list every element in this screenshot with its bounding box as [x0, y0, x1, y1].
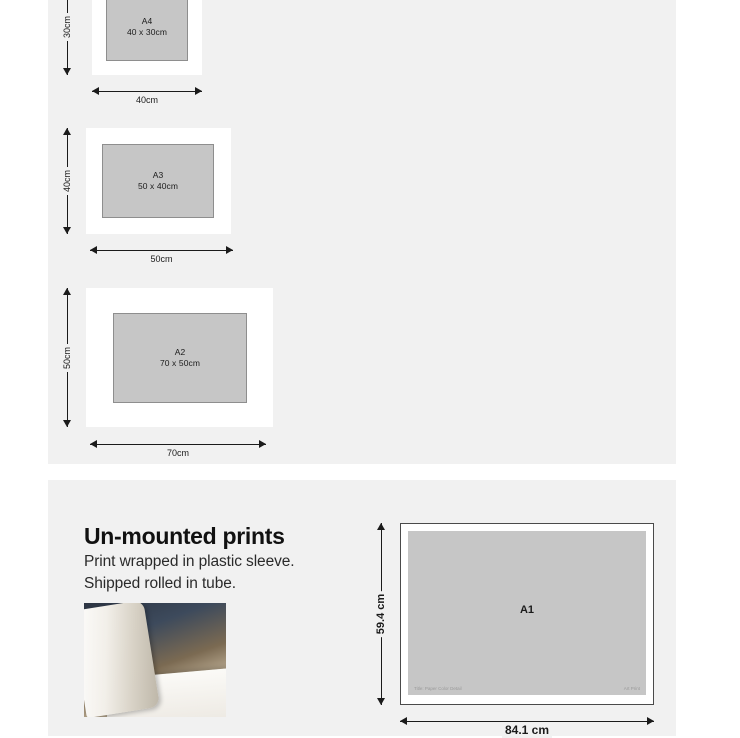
arrow-up-icon	[63, 288, 71, 295]
a1-size-label: A1	[519, 604, 535, 616]
dimension-a3-width	[90, 243, 233, 264]
rolled-print-photo	[84, 603, 226, 717]
page-left-margin	[0, 0, 48, 736]
unmounted-description-line-1: Print wrapped in plastic sleeve.	[84, 553, 295, 570]
arrow-down-icon	[63, 227, 71, 234]
dimension-a2-width	[90, 437, 266, 458]
dimension-a4-height-label: 30cm	[61, 12, 73, 40]
dimension-a4-width-label: 40cm	[133, 94, 161, 106]
panel-divider	[0, 464, 740, 480]
frame-a4-size-label: A4	[141, 15, 153, 26]
arrow-left-icon	[90, 440, 97, 448]
dimension-a4-height	[60, 0, 74, 75]
dimension-a1-width-label: 84.1 cm	[502, 722, 552, 738]
arrow-left-icon	[400, 717, 407, 725]
a1-caption-left: Title: Paper Color Detail	[414, 686, 462, 691]
arrow-right-icon	[259, 440, 266, 448]
frame-a3-print	[102, 144, 214, 218]
a1-caption-right: Art Print	[623, 686, 640, 691]
arrow-down-icon	[377, 698, 385, 705]
dimension-a4-width	[92, 84, 202, 105]
dimension-a1-width	[400, 714, 654, 737]
frame-a3-dimensions-label: 50 x 40cm	[137, 181, 179, 191]
arrow-left-icon	[90, 246, 97, 254]
frame-a3-size-label: A3	[152, 170, 164, 180]
dimension-a3-height	[60, 128, 74, 234]
frame-a2-print	[113, 313, 247, 403]
dimension-a2-height	[60, 288, 74, 427]
dimension-a3-width-label: 50cm	[147, 253, 175, 265]
arrow-down-icon	[63, 420, 71, 427]
dimension-line	[90, 250, 233, 251]
dimension-a1-height	[374, 523, 388, 705]
dimension-a3-height-label: 40cm	[61, 167, 73, 195]
dimension-a2-width-label: 70cm	[164, 447, 192, 459]
dimension-a1-height-label: 59.4 cm	[374, 591, 388, 637]
arrow-right-icon	[226, 246, 233, 254]
unmounted-description-line-2: Shipped rolled in tube.	[84, 575, 236, 592]
arrow-right-icon	[647, 717, 654, 725]
frame-a4-print	[106, 0, 188, 61]
frame-a4-dimensions-label: 40 x 30cm	[126, 26, 168, 37]
dimension-a2-height-label: 50cm	[61, 343, 73, 371]
dimension-line	[92, 91, 202, 92]
arrow-down-icon	[63, 68, 71, 75]
arrow-up-icon	[377, 523, 385, 530]
frame-a2-dimensions-label: 70 x 50cm	[159, 358, 201, 368]
frame-a2-size-label: A2	[174, 347, 186, 357]
page-right-margin	[676, 0, 740, 736]
arrow-up-icon	[63, 128, 71, 135]
unmounted-heading: Un-mounted prints	[84, 523, 285, 549]
dimension-line	[90, 444, 266, 445]
arrow-right-icon	[195, 87, 202, 95]
arrow-left-icon	[92, 87, 99, 95]
